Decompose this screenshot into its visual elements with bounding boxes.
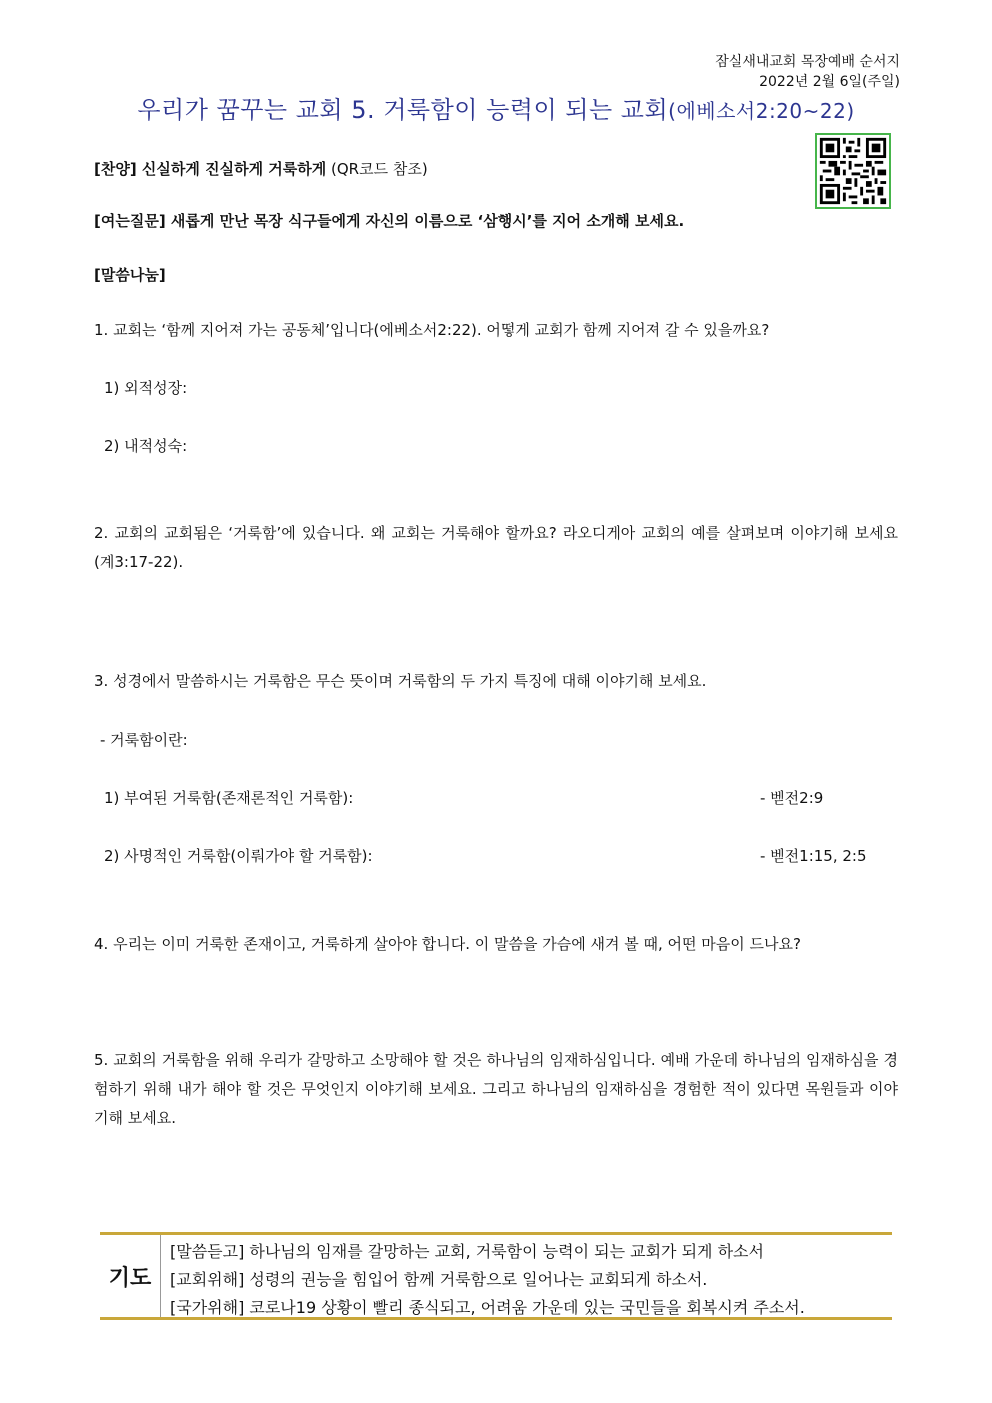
holiness-definition: - 거룩함이란: — [100, 731, 188, 749]
hymn-title: [찬양] 신실하게 진실하게 거룩하게 — [94, 160, 327, 178]
question-1: 1. 교회는 ‘함께 지어져 가는 공동체’입니다(에베소서2:22). 어떻게 교회가 함께 지어져 갈 수 있을까요? — [94, 321, 770, 339]
question-4: 4. 우리는 이미 거룩한 존재이고, 거룩하게 살아야 합니다. 이 말씀을 가슴에 새겨 볼 때, 어떤 마음이 드나요? — [94, 935, 801, 953]
prayer-item: [국가위해] 코로나19 상황이 빨리 종식되고, 어려움 가운데 있는 국민들을 회복시켜 주소서. — [170, 1298, 805, 1317]
question-2: 2. 교회의 교회됨은 ‘거룩함’에 있습니다. 왜 교회는 거룩해야 할까요? 라오디게아 교회의 예를 살펴보며 이야기해 보세요(계3:17-22). — [94, 524, 898, 571]
church-name: 잠실새내교회 목장예배 순서지 — [715, 54, 900, 70]
answer-outer-growth: 1) 외적성장: — [104, 379, 188, 397]
prayer-label: 기도 — [100, 1235, 161, 1317]
title-main: 우리가 꿈꾸는 교회 5. 거룩함이 능력이 되는 교회 — [137, 96, 669, 124]
holiness-item-1-reference: - 벧전2:9 — [760, 789, 824, 807]
hymn-note: (QR코드 참조) — [326, 160, 428, 178]
qr-code-icon[interactable] — [815, 133, 891, 209]
service-date: 2022년 2월 6일(주일) — [759, 74, 900, 90]
answer-inner-maturity: 2) 내적성숙: — [104, 437, 188, 455]
prayer-item: [교회위해] 성령의 권능을 힘입어 함께 거룩함으로 일어나는 교회되게 하소서. — [170, 1270, 708, 1289]
hymn-line — [94, 158, 428, 180]
opening-question: [여는질문] 새롭게 만난 목장 식구들에게 자신의 이름으로 ‘삼행시’를 지어 소개해 보세요. — [94, 212, 685, 230]
page-title — [0, 90, 992, 125]
title-scripture-reference: (에베소서2:20~22) — [668, 99, 855, 123]
prayer-item: [말씀듣고] 하나님의 임재를 갈망하는 교회, 거룩함이 능력이 되는 교회가 되게 하소서 — [170, 1242, 764, 1261]
question-3: 3. 성경에서 말씀하시는 거룩함은 무슨 뜻이며 거룩함의 두 가지 특징에 대해 이야기해 보세요. — [94, 672, 707, 690]
holiness-item-1: 1) 부여된 거룩함(존재론적인 거룩함): — [104, 789, 354, 807]
holiness-item-2: 2) 사명적인 거룩함(이뤄가야 할 거룩함): — [104, 847, 373, 865]
prayer-box — [100, 1232, 892, 1320]
question-5: 5. 교회의 거룩함을 위해 우리가 갈망하고 소망해야 할 것은 하나님의 임재하심입니다. 예배 가운데 하나님의 임재하심을 경험하기 위해 내가 해야 할 것은 무엇인지 이야기해 보세요. 그리고 하나님의 임재하심을 경험한 적이 있다면 목원들과 이야기해 보세요. — [94, 1051, 898, 1127]
section-heading-word-sharing: [말씀나눔] — [94, 266, 166, 284]
holiness-item-2-reference: - 벧전1:15, 2:5 — [760, 847, 867, 865]
